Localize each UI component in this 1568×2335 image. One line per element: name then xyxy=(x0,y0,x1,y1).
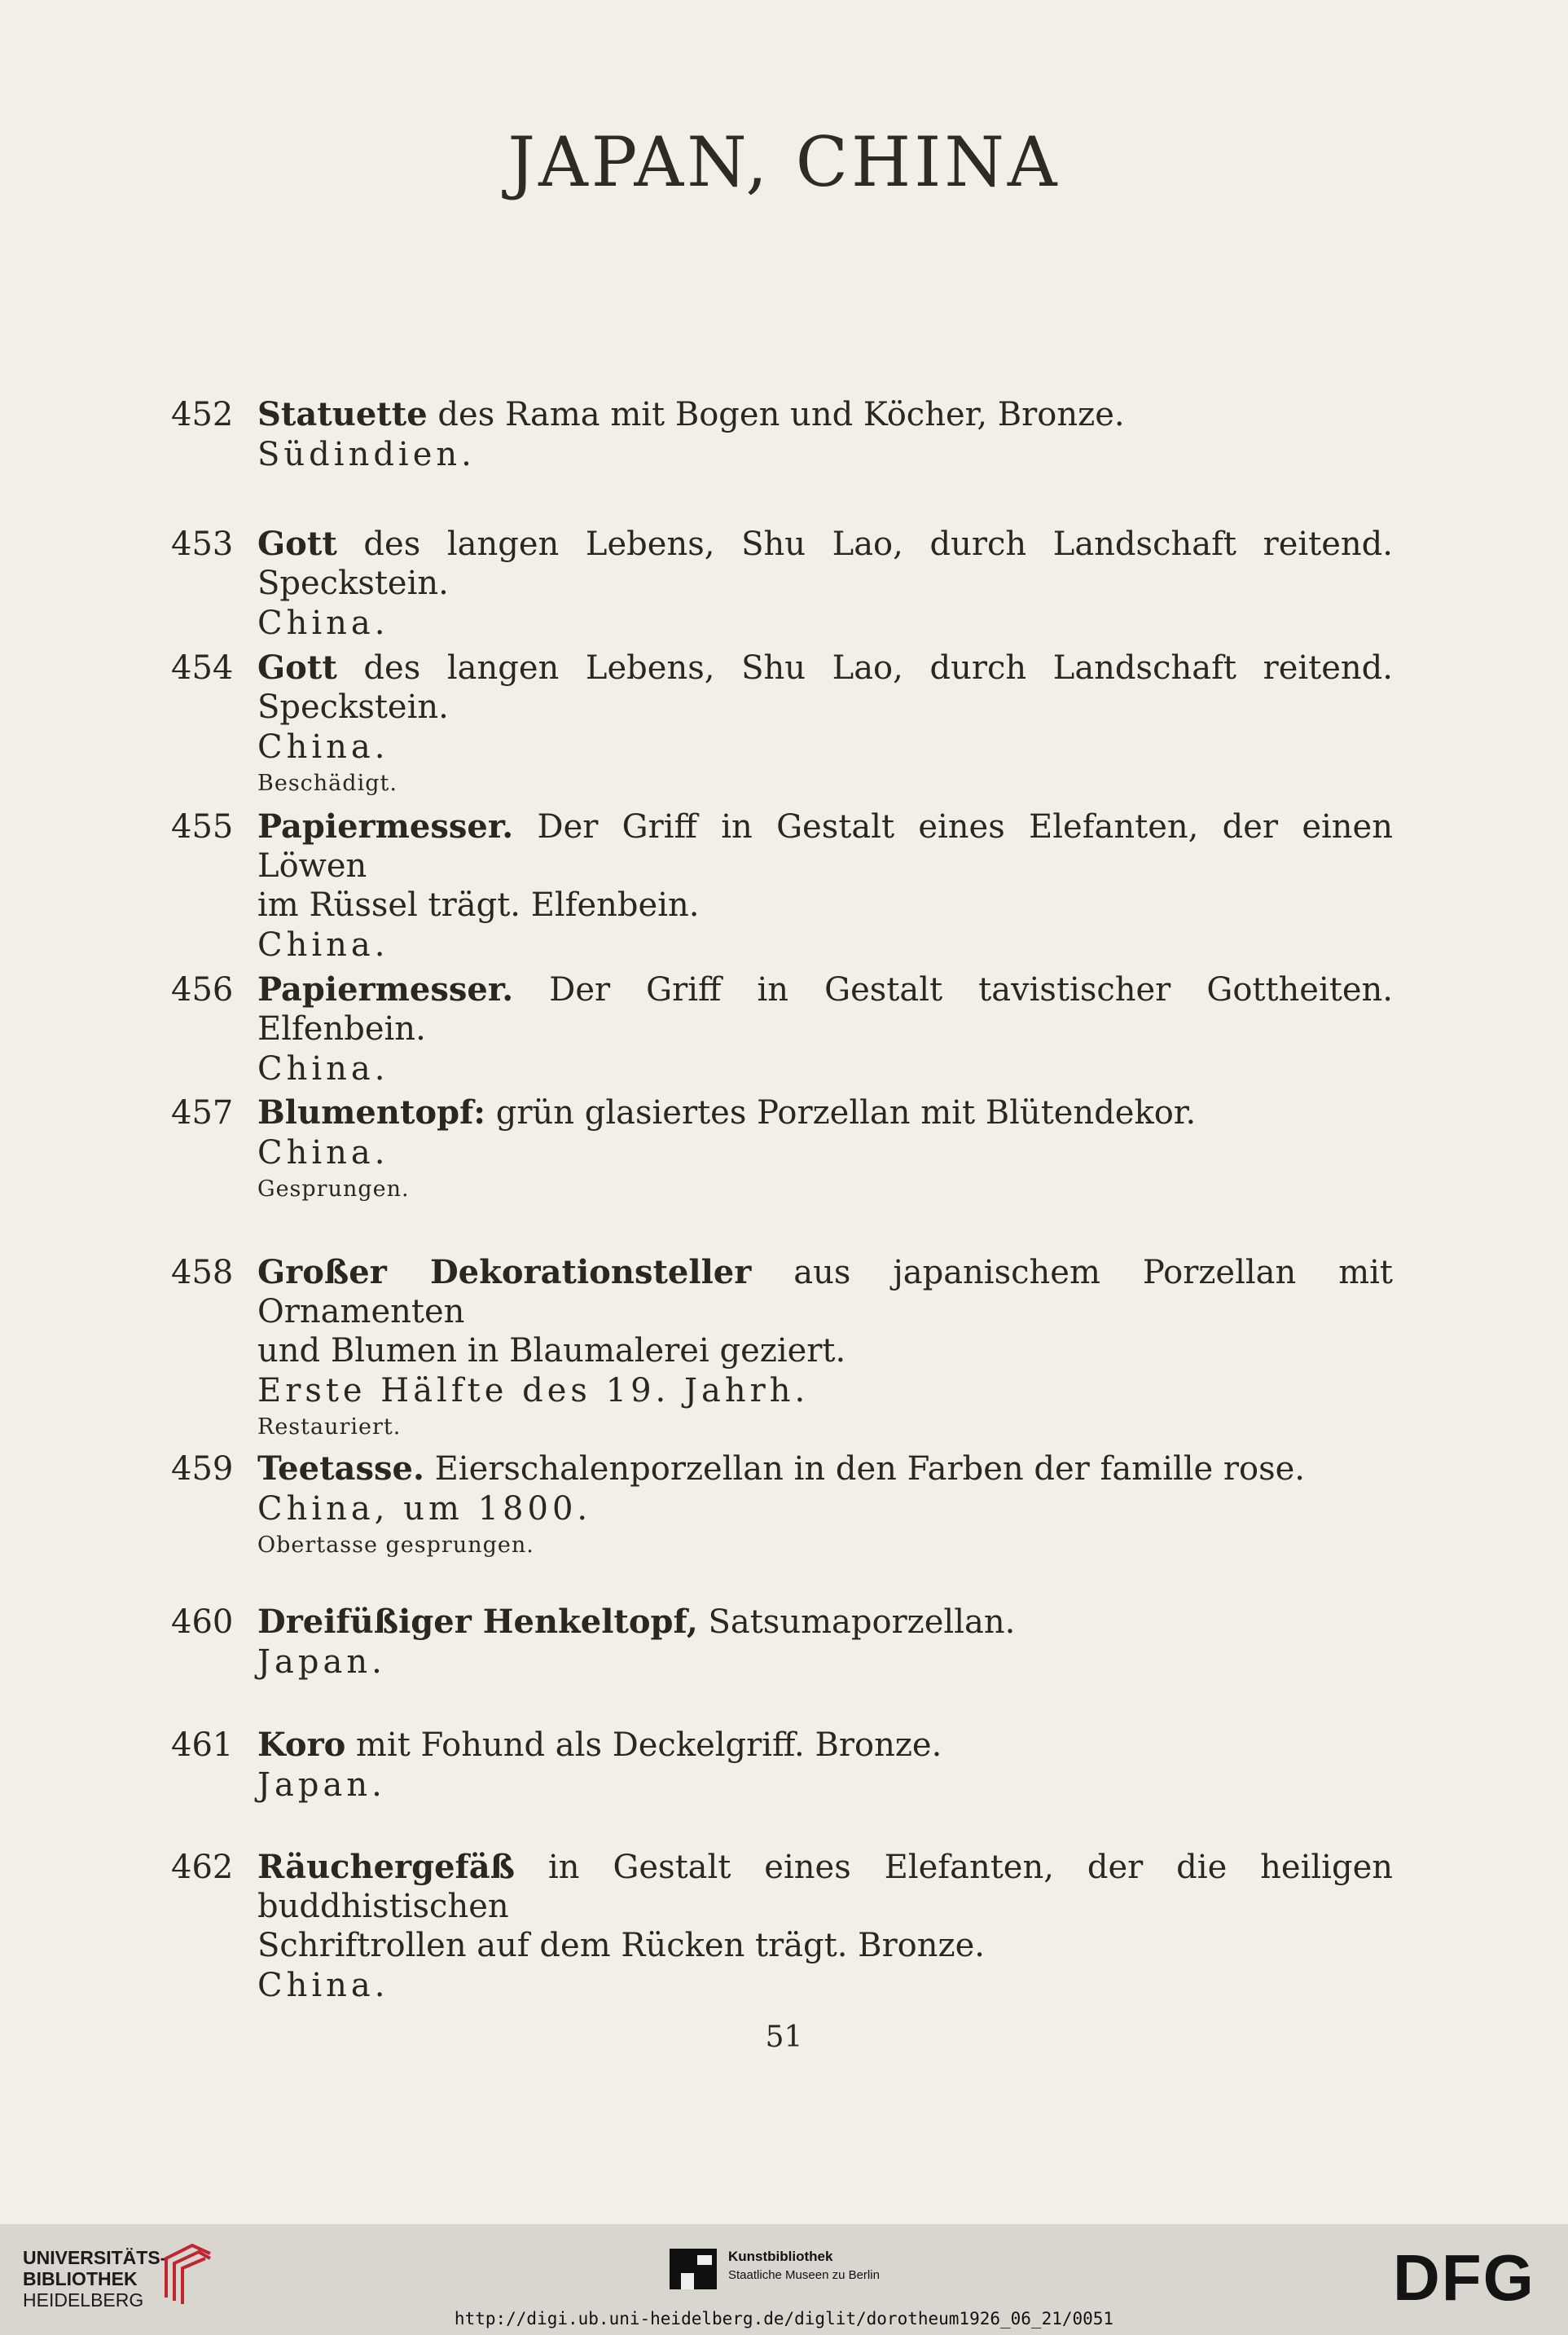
catalog-entry xyxy=(171,395,1393,475)
entry-text: in Gestalt eines Elefanten, der die heiligen buddhistischen xyxy=(257,1849,1393,1925)
entry-note: Restauriert. xyxy=(257,1414,402,1440)
page-title: JAPAN, CHINA xyxy=(507,122,1061,202)
library-name-line2: BIBLIOTHEK xyxy=(23,2268,138,2289)
entry-origin: China. xyxy=(257,728,389,766)
entry-origin: Japan. xyxy=(257,1643,386,1681)
catalog-entry xyxy=(171,1848,1393,2006)
entry-text: Der Griff in Gestalt eines Elefanten, der einen Löwen xyxy=(257,808,1393,885)
entry-number: 457 xyxy=(171,1094,234,1132)
entry-description xyxy=(257,649,1393,727)
entry-text: Der Griff in Gestalt tavistischer Gottheiten. Elfenbein. xyxy=(257,971,1393,1048)
entry-description xyxy=(257,1726,1393,1765)
entry-origin: China. xyxy=(257,1134,389,1172)
entry-text: mit Fohund als Deckelgriff. Bronze. xyxy=(345,1726,942,1764)
entry-origin: China. xyxy=(257,926,389,964)
catalog-entry xyxy=(171,1603,1393,1682)
kunstbibliothek-emblem-icon xyxy=(670,2249,717,2289)
entry-description xyxy=(257,1093,1393,1132)
catalog-entry xyxy=(171,1449,1393,1562)
entry-number: 452 xyxy=(171,396,234,433)
entry-number: 458 xyxy=(171,1254,234,1291)
entry-title: Blumentopf: xyxy=(257,1093,486,1132)
entry-origin: Erste Hälfte des 19. Jahrh. xyxy=(257,1372,810,1409)
entry-title: Teetasse. xyxy=(257,1449,424,1488)
entry-number: 455 xyxy=(171,808,234,846)
entry-origin: China. xyxy=(257,1050,389,1088)
entry-title: Großer Dekorationsteller xyxy=(257,1253,752,1291)
entry-text: grün glasiertes Porzellan mit Blütendekor. xyxy=(485,1094,1197,1132)
entry-number: 453 xyxy=(171,525,234,563)
entry-description xyxy=(257,1253,1393,1331)
entry-description xyxy=(257,525,1393,603)
dfg-logo[interactable]: DFG xyxy=(1393,2241,1535,2314)
entry-title: Gott xyxy=(257,649,337,687)
catalog-entry xyxy=(171,1093,1393,1206)
entry-title: Papiermesser. xyxy=(257,970,514,1009)
entry-description xyxy=(257,807,1393,886)
entry-description xyxy=(257,395,1393,434)
entry-text: Satsumaporzellan. xyxy=(697,1603,1016,1641)
page-number: 51 xyxy=(765,2021,803,2054)
library-name-line1: UNIVERSITÄTS- xyxy=(23,2247,167,2268)
entry-number: 460 xyxy=(171,1603,234,1641)
entry-origin: China. xyxy=(257,1967,389,2004)
entry-origin: Japan. xyxy=(257,1766,386,1804)
catalog-entry xyxy=(171,970,1393,1089)
kunstbibliothek-subtitle: Staatliche Museen zu Berlin xyxy=(728,2268,880,2282)
catalog-entry xyxy=(171,649,1393,800)
entry-description-continued: Schriftrollen auf dem Rücken trägt. Bronze. xyxy=(257,1927,985,1964)
entry-text: aus japanischem Porzellan mit Ornamenten xyxy=(257,1254,1394,1330)
entry-title: Papiermesser. xyxy=(257,807,514,846)
entry-note: Beschädigt. xyxy=(257,771,397,796)
catalog-entry xyxy=(171,1253,1393,1444)
entry-text: Eierschalenporzellan in den Farben der famille rose. xyxy=(424,1450,1305,1488)
entry-number: 462 xyxy=(171,1849,234,1886)
entry-origin: China, um 1800. xyxy=(257,1490,592,1528)
kunstbibliothek-name: Kunstbibliothek xyxy=(728,2249,833,2264)
entry-note: Obertasse gesprungen. xyxy=(257,1532,534,1558)
catalog-entry xyxy=(171,525,1393,644)
entry-description xyxy=(257,1449,1393,1489)
entry-origin: China. xyxy=(257,605,389,642)
entry-note: Gesprungen. xyxy=(257,1176,410,1202)
entry-text: des Rama mit Bogen und Köcher, Bronze. xyxy=(427,396,1125,433)
permalink-url[interactable]: http://digi.ub.uni-heidelberg.de/diglit/dorotheum1926_06_21/0051 xyxy=(454,2309,1114,2328)
library-name-line3: HEIDELBERG xyxy=(23,2289,144,2311)
entry-number: 459 xyxy=(171,1450,234,1488)
entry-title: Statuette xyxy=(257,395,428,433)
entry-description xyxy=(257,1848,1393,1926)
library-logo[interactable] xyxy=(23,2247,166,2311)
entry-description-continued: im Rüssel trägt. Elfenbein. xyxy=(257,886,700,924)
entry-number: 454 xyxy=(171,649,234,687)
entry-title: Dreifüßiger Henkeltopf, xyxy=(257,1603,698,1641)
entry-description-continued: und Blumen in Blaumalerei geziert. xyxy=(257,1332,846,1370)
entry-title: Koro xyxy=(257,1726,346,1764)
entry-description xyxy=(257,970,1393,1049)
entry-origin: Südindien. xyxy=(257,436,476,473)
entry-description xyxy=(257,1603,1393,1642)
catalog-entry xyxy=(171,807,1393,965)
catalog-entry xyxy=(171,1726,1393,1805)
digitization-footer xyxy=(0,2224,1568,2335)
entry-text: des langen Lebens, Shu Lao, durch Landschaft reitend. Speckstein. xyxy=(257,525,1393,602)
entry-title: Gott xyxy=(257,525,337,563)
entry-title: Räuchergefäß xyxy=(257,1848,516,1886)
entry-number: 456 xyxy=(171,971,234,1009)
entry-number: 461 xyxy=(171,1726,234,1764)
entry-text: des langen Lebens, Shu Lao, durch Landschaft reitend. Speckstein. xyxy=(257,649,1393,726)
library-emblem-icon xyxy=(160,2240,217,2306)
